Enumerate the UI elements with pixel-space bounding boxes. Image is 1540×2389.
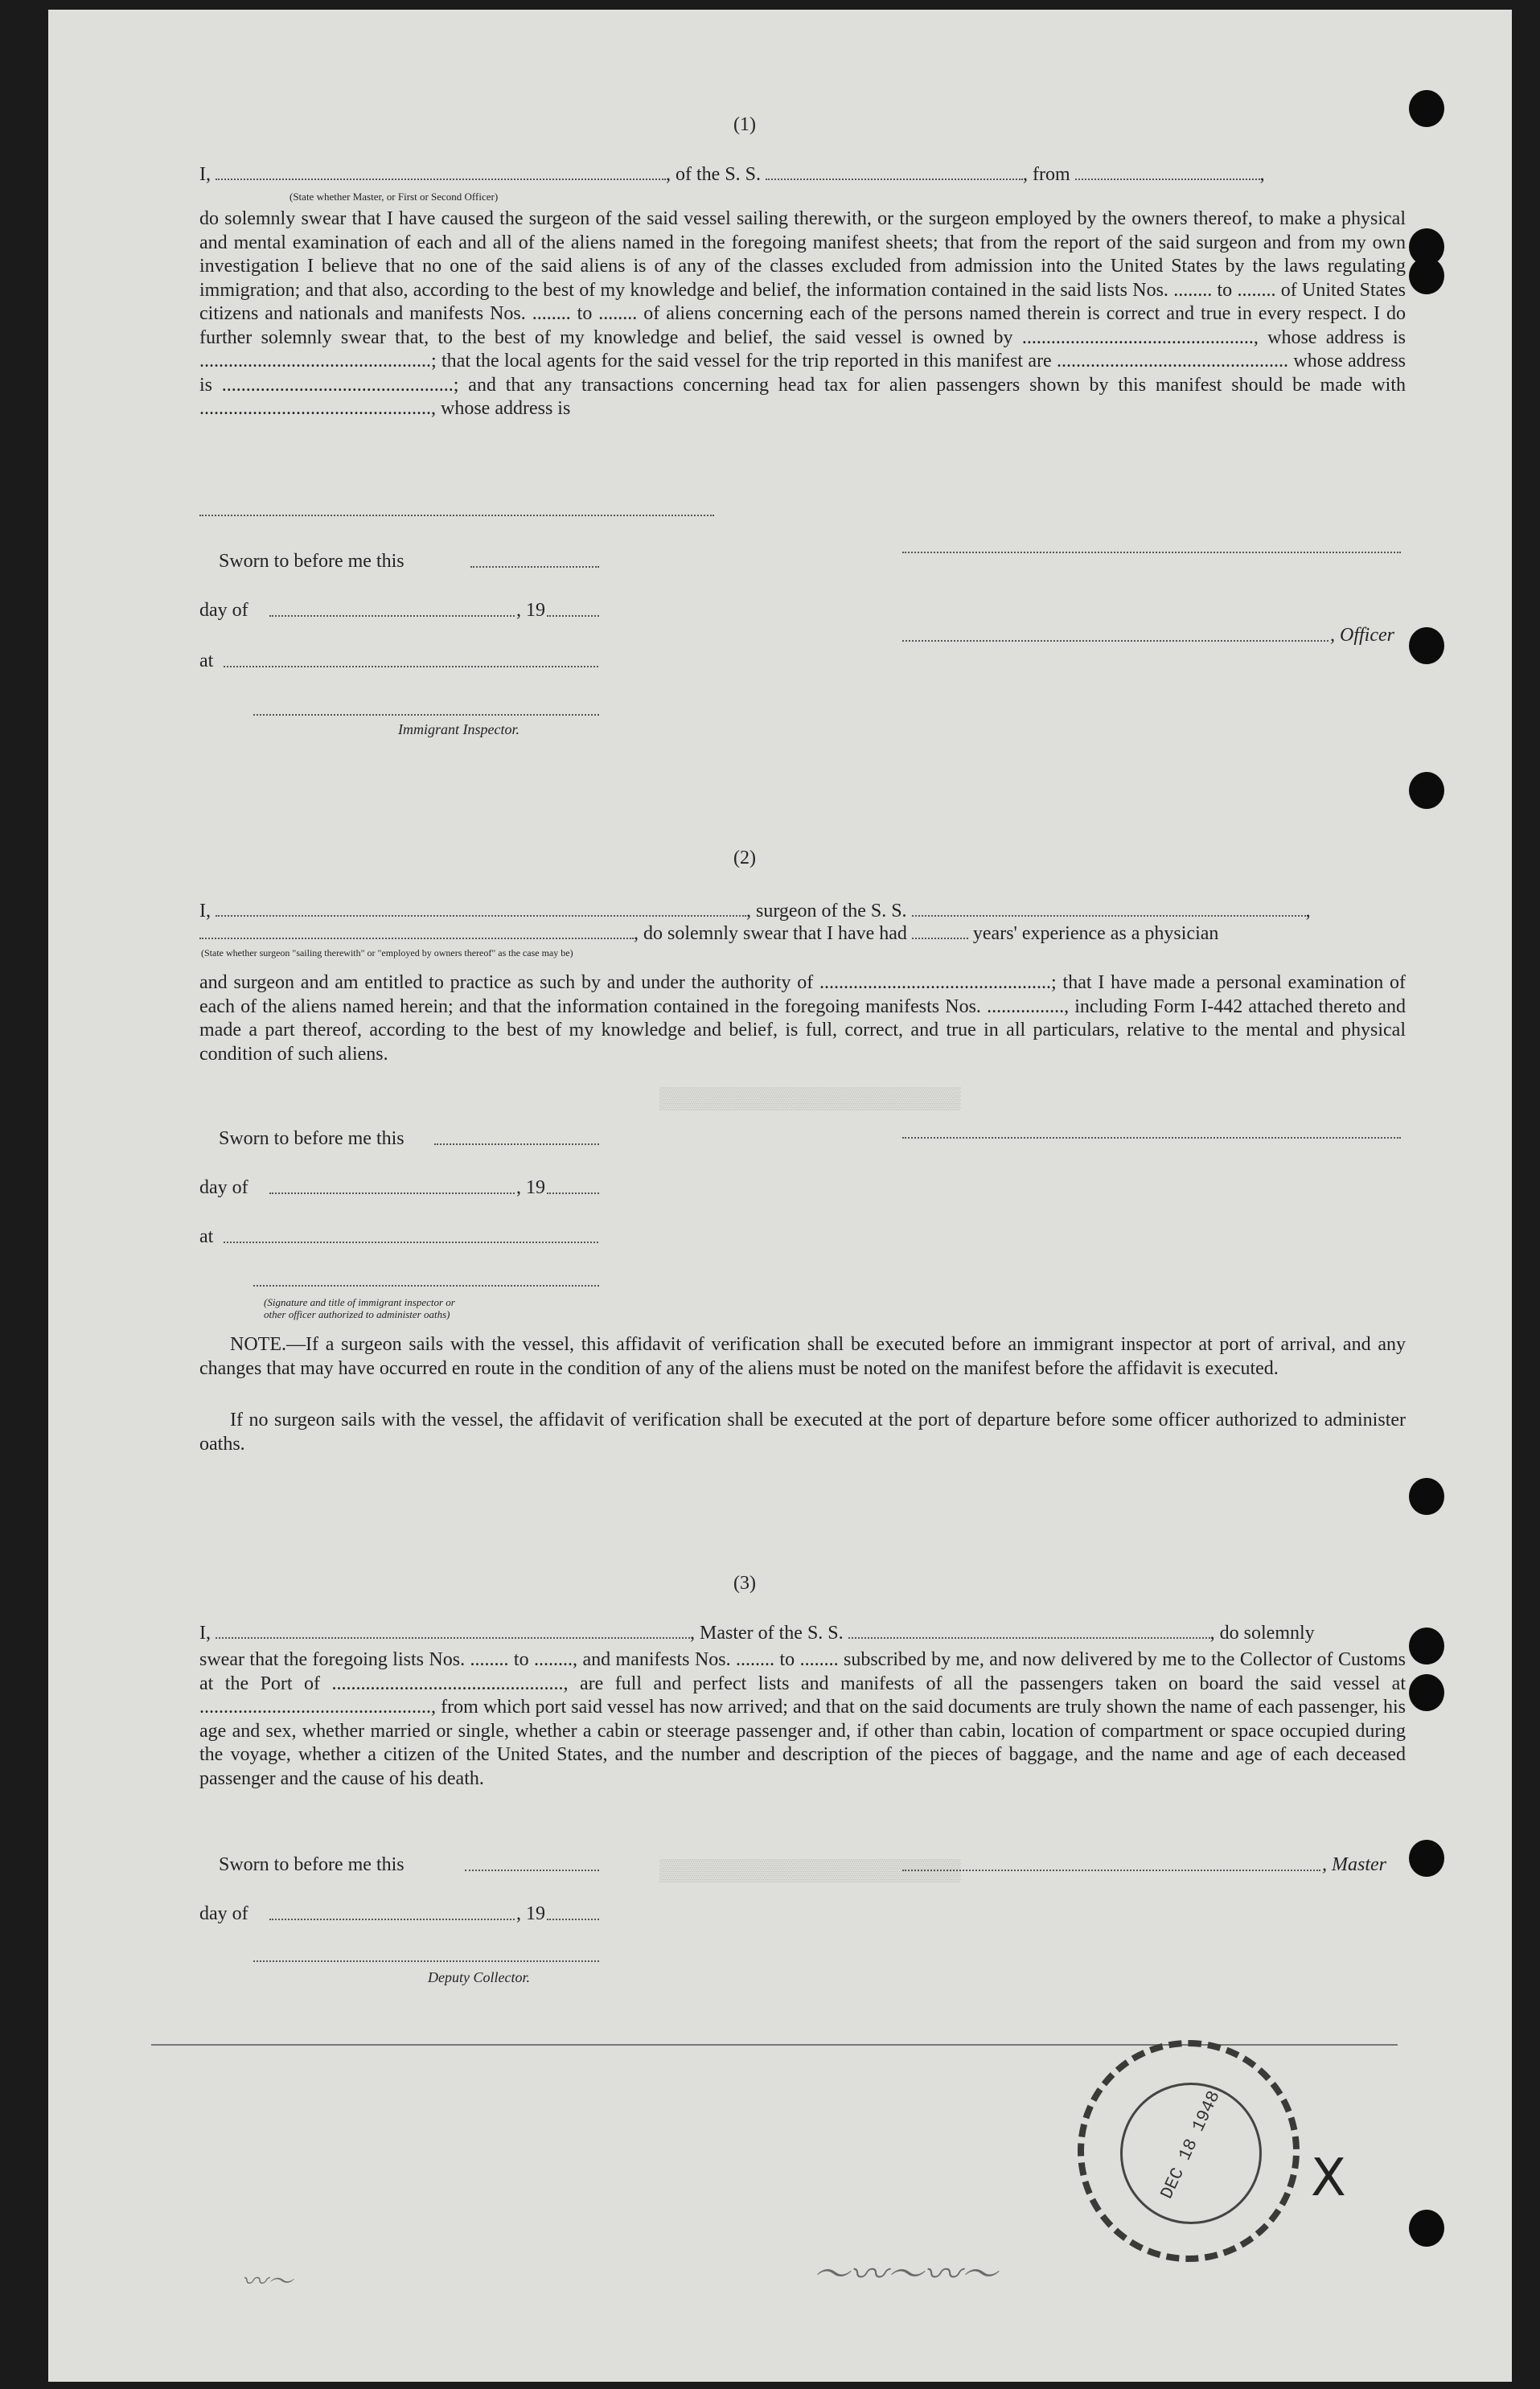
bleed-through-texture: ▒▒▒▒▒▒▒▒▒▒▒▒▒▒▒▒▒▒▒▒▒▒▒▒	[659, 1859, 961, 1883]
day-of-label: day of	[199, 1903, 248, 1924]
at-place-blank[interactable]	[224, 666, 598, 667]
sworn-date-blank[interactable]	[434, 1143, 599, 1145]
year-blank[interactable]	[547, 1919, 599, 1920]
section-3-body: swear that the foregoing lists Nos. ........ to ........, and manifests Nos. ........ to ........ subscribed by me, and now delivered by me to the Collector of Customs at the Port of ................................................, are full and perfect lists and manifests of all the passengers taken on board the said vessel at ................................................, from which port said vessel has now arrived; and that on the said documents are truly shown the name of each passenger, his age and sex, whether married or single, whether a cabin or steerage passenger and, if other than cabin, location of compartment or space occupied during the voyage, whether a citizen of the United States, and the number and description of the pieces of baggage, and the name and age of each deceased passenger and the cause of his death.	[199, 1649, 1406, 1789]
day-of-label: day of	[199, 600, 248, 621]
year-blank[interactable]	[547, 1192, 599, 1194]
at-label: at	[199, 1226, 214, 1247]
date-stamp	[1078, 2040, 1300, 2262]
surgeon-name-blank[interactable]	[216, 901, 746, 917]
officer-signature-line[interactable]	[902, 552, 1401, 553]
section-2-first-line: I, , surgeon of the S. S. ,	[199, 901, 1311, 922]
officer-label: , Officer	[1330, 625, 1394, 646]
sworn-label: Sworn to before me this	[219, 1128, 405, 1149]
surgeon-signature-line[interactable]	[902, 1137, 1401, 1139]
sworn-date-blank[interactable]	[470, 566, 599, 568]
master-of-ss-label: , Master of the S. S.	[690, 1623, 844, 1644]
deputy-collector-label: Deputy Collector.	[428, 1969, 530, 1985]
i-label: I,	[199, 164, 211, 185]
note-paragraph: NOTE.—If a surgeon sails with the vessel, this affidavit of verification shall be executed before an immigrant inspector at port of arrival, and any changes that may have occurred en route in the condition of any of the aliens must be noted on the manifest before the affidavit is executed.	[199, 1334, 1406, 1379]
section-3-number: (3)	[733, 1573, 756, 1594]
i-label: I,	[199, 901, 211, 922]
x-mark: X	[1311, 2149, 1346, 2208]
port-from-blank[interactable]	[1075, 164, 1260, 180]
vessel-name-blank[interactable]	[848, 1623, 1210, 1639]
day-of-label: day of	[199, 1177, 248, 1198]
master-signature-line[interactable]	[902, 1870, 1320, 1871]
punch-hole	[1409, 627, 1444, 664]
section-1-number: (1)	[733, 114, 756, 135]
handwritten-scrawl: 〰〜	[241, 2266, 294, 2297]
master-name-blank[interactable]	[216, 1623, 690, 1639]
punch-hole	[1409, 1478, 1444, 1515]
bleed-through-texture: ▒▒▒▒▒▒▒▒▒▒▒▒▒▒▒▒▒▒▒▒▒▒▒▒	[659, 1087, 961, 1111]
section-2-caption: (State whether surgeon "sailing therewith" or "employed by owners thereof" as the case may be)	[201, 947, 573, 958]
do-solemnly-label: , do solemnly	[1209, 1623, 1315, 1644]
officer-title-line[interactable]	[902, 640, 1329, 642]
month-blank[interactable]	[269, 1192, 515, 1194]
punch-hole	[1409, 2210, 1444, 2247]
year-blank[interactable]	[547, 615, 599, 617]
year-label: , 19	[516, 600, 545, 621]
of-ss-label: , of the S. S.	[666, 164, 762, 185]
year-label: , 19	[516, 1903, 545, 1924]
sworn-label: Sworn to before me this	[219, 1854, 405, 1875]
note-second-paragraph: If no surgeon sails with the vessel, the affidavit of verification shall be executed at the port of departure before some officer authorized to administer oaths.	[199, 1410, 1406, 1455]
inspector-signature-line[interactable]	[253, 714, 599, 716]
section-2-body: and surgeon and am entitled to practice as such by and under the authority of ................................................; that I have made a personal examination of each of the aliens named herein; and that the information contained in the foregoing manifests Nos. ................, including Form I-442 attached thereto and made a part thereof, according to the best of my knowledge and belief, is full, correct, and true in all particulars, relative to the mental and physical condition of such aliens.	[199, 972, 1406, 1065]
officer-signature-line[interactable]	[253, 1285, 599, 1287]
swear-had-label: , do solemnly swear that I have had	[634, 923, 907, 944]
officer-name-blank[interactable]	[216, 164, 666, 180]
punch-hole	[1409, 772, 1444, 809]
years-experience-label: years' experience as a physician	[972, 923, 1219, 944]
punch-hole	[1409, 1628, 1444, 1665]
year-label: , 19	[516, 1177, 545, 1198]
surgeon-of-ss-label: , surgeon of the S. S.	[746, 901, 907, 922]
surgeon-status-blank[interactable]	[199, 923, 634, 939]
section-2-number: (2)	[733, 848, 756, 868]
signature-caption-2: other officer authorized to administer oaths)	[264, 1308, 450, 1320]
punch-hole	[1409, 90, 1444, 127]
at-place-blank[interactable]	[224, 1242, 598, 1243]
section-1-body: do solemnly swear that I have caused the surgeon of the said vessel sailing therewith, or the surgeon employed by the owners thereof, to make a physical and mental examination of each and all of the aliens named in the foregoing manifest sheets; that from the report of the said surgeon and from my own investigation I believe that no one of the said aliens is of any of the classes excluded from admission into the United States by the laws regulating immigration; and that also, according to the best of my knowledge and belief, the information contained in the said lists Nos. ........ to ........ of United States citizens and nationals and manifests Nos. ........ to ........ of aliens concerning each of the persons named therein is correct and true in every respect. I do further solemnly swear that, to the best of my knowledge and belief, the said vessel is owned by ................................................, whose address is ................................................; that the local agents for the said vessel for the trip reported in this manifest are ................................................ whose address is ................................................; and that any transactions concerning head tax for alien passengers shown by this manifest should be made with ................................................, whose address is	[199, 208, 1406, 419]
section-3-first-line	[199, 1623, 1315, 1644]
month-blank[interactable]	[269, 1919, 515, 1920]
sworn-date-blank[interactable]	[465, 1870, 599, 1871]
vessel-name-blank[interactable]	[912, 901, 1306, 917]
section-1-first-line: I, , of the S. S. , from ,	[199, 164, 1265, 185]
punch-hole	[1409, 1840, 1444, 1877]
punch-hole	[1409, 1674, 1444, 1711]
signature-line[interactable]	[199, 515, 714, 516]
sworn-label: Sworn to before me this	[219, 551, 405, 572]
years-blank[interactable]	[912, 923, 968, 939]
collector-signature-line[interactable]	[253, 1960, 599, 1962]
month-blank[interactable]	[269, 615, 515, 617]
i-label: I,	[199, 1623, 211, 1644]
immigrant-inspector-label: Immigrant Inspector.	[398, 721, 519, 737]
stamp-date: DEC 18 1948	[1156, 2087, 1225, 2202]
from-label: , from	[1023, 164, 1070, 185]
section-2-second-line	[199, 923, 1218, 945]
manifest-back-page	[48, 10, 1512, 2382]
handwritten-scrawl: 〜〰〜〰〜	[812, 2252, 997, 2296]
master-label: , Master	[1322, 1854, 1386, 1875]
vessel-name-blank[interactable]	[766, 164, 1023, 180]
section-1-caption: (State whether Master, or First or Second Officer)	[290, 191, 499, 203]
punch-hole	[1409, 257, 1444, 294]
at-label: at	[199, 651, 214, 671]
signature-caption-1: (Signature and title of immigrant inspector or	[264, 1296, 455, 1308]
